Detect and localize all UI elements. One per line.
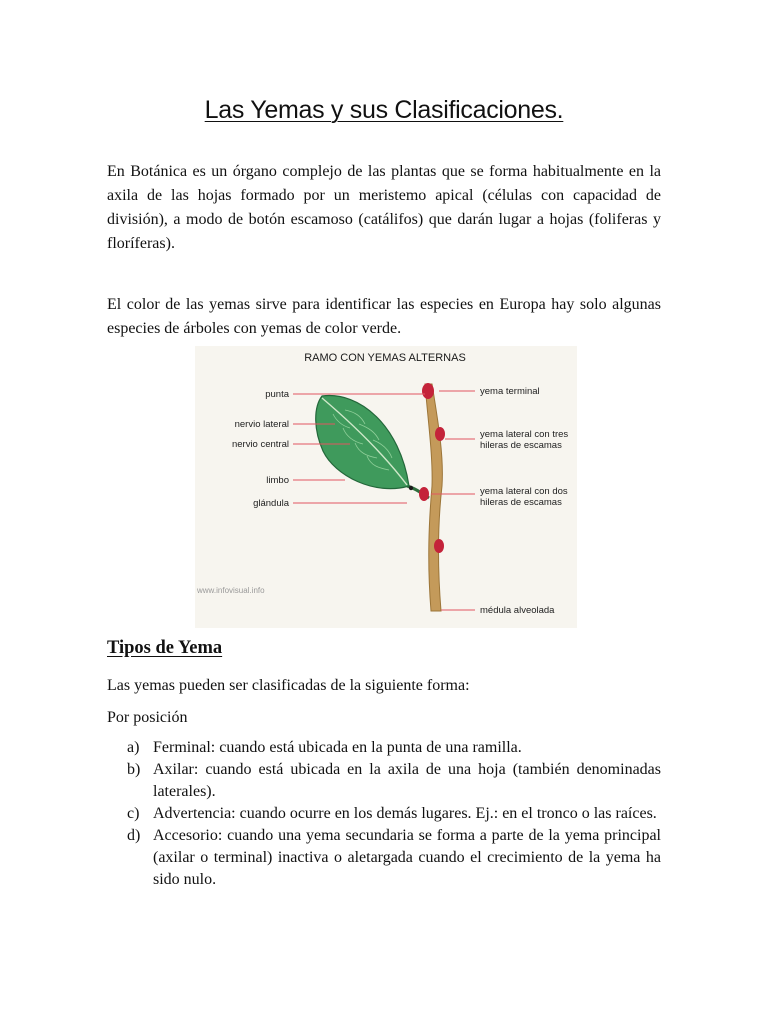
label-yema-terminal: yema terminal	[480, 386, 540, 397]
list-item-text: Ferminal: cuando está ubicada en la punta de una ramilla.	[153, 739, 522, 756]
label-medula: médula alveolada	[480, 605, 555, 616]
watermark: www.infovisual.info	[197, 586, 265, 595]
document-title: Las Yemas y sus Clasificaciones.	[204, 96, 564, 124]
bud-diagram	[195, 346, 577, 628]
label-glandula: glándula	[253, 498, 289, 509]
classification-intro: Las yemas pueden ser clasificadas de la siguiente forma:	[107, 677, 470, 694]
diagram-heading: RAMO CON YEMAS ALTERNAS	[304, 352, 466, 364]
bud-types-list	[127, 737, 661, 891]
por-posicion-label: Por posición	[107, 709, 188, 726]
list-item	[127, 737, 661, 759]
intro-paragraph: En Botánica es un órgano complejo de las plantas que se forma habitualmente en la axila de las hojas formado por un meristemo apical (células con capacidad de división), a modo de botón escamoso (catálifos) que darán lugar a hojas (foliferas y floríferas).	[107, 163, 661, 252]
label-yema-lateral-tres-2: hileras de escamas	[480, 440, 562, 451]
lateral-bud-1	[435, 427, 445, 441]
list-item	[127, 825, 661, 891]
label-nervio-lateral: nervio lateral	[234, 419, 289, 430]
label-limbo: limbo	[266, 475, 289, 486]
list-item-text: Advertencia: cuando ocurre en los demás lugares. Ej.: en el tronco o las raíces.	[153, 805, 657, 822]
color-paragraph: El color de las yemas sirve para identificar las especies en Europa hay solo algunas especies de árboles con yemas de color verde.	[107, 296, 661, 337]
label-punta: punta	[265, 389, 289, 400]
label-yema-lateral-tres-1: yema lateral con tres	[480, 429, 569, 440]
list-item-text: Axilar: cuando está ubicada en la axila de una hoja (también denominadas laterales).	[153, 761, 661, 800]
list-marker: c)	[127, 805, 140, 822]
lateral-bud-3	[434, 539, 444, 553]
list-item-text: Accesorio: cuando una yema secundaria se forma a parte de la yema principal (axilar o terminal) inactiva o aletargada cuando el crecimiento de la yema ha sido nulo.	[153, 827, 661, 888]
list-item	[127, 803, 661, 825]
label-nervio-central: nervio central	[231, 439, 289, 450]
list-item	[127, 759, 661, 803]
terminal-bud	[422, 383, 434, 399]
list-marker: b)	[127, 761, 141, 778]
label-yema-lateral-dos-2: hileras de escamas	[480, 497, 562, 508]
label-yema-lateral-dos-1: yema lateral con dos	[480, 486, 568, 497]
lateral-bud-2	[419, 487, 429, 501]
section-heading: Tipos de Yema	[107, 638, 223, 658]
list-marker: a)	[127, 739, 140, 756]
gland	[409, 486, 413, 490]
list-marker: d)	[127, 827, 141, 844]
